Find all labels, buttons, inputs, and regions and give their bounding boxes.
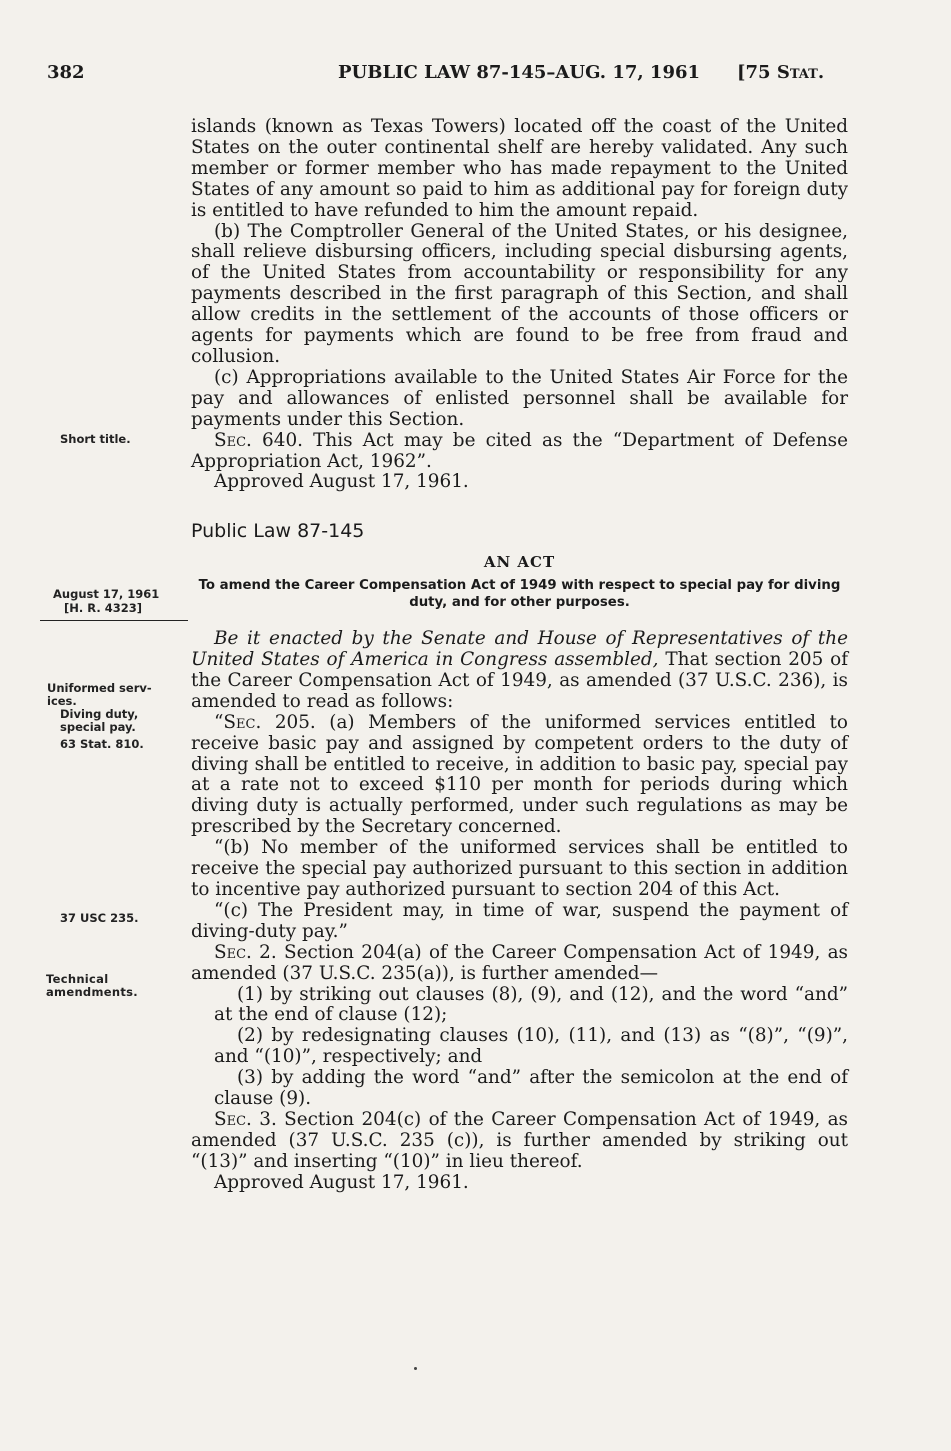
enacting-paragraph: [191, 629, 848, 713]
running-title: PUBLIC LAW 87-145–AUG. 17, 1961: [338, 62, 701, 83]
margin-note-date: August 17, 1961: [53, 587, 160, 601]
law-title: Public Law 87-145: [191, 520, 365, 543]
sec639-para-b: (b) The Comptroller General of the United States, or his designee, shall relieve disbursing officers, including special disbursing agents, of the United States from accountability or responsibility for any payments described in the first paragraph of this Section, and shall allow credits in the settlement of the accounts of those officers or agents for payments which are found to be free from fraud and collusion.: [191, 220, 848, 367]
enacting-clause: Be it enacted by the Senate and House of Representatives of the United States of America in Congress assembled,: [191, 628, 848, 671]
show-through-text: [40, 200, 44, 213]
sec640-label: Sec.: [214, 429, 252, 451]
sec640-text: 640. This Act may be cited as the “Department of Defense Appropriation Act, 1962”.: [191, 429, 848, 472]
page-mark: [414, 1367, 417, 1370]
sec2-intro-text: 2. Section 204(a) of the Career Compensation Act of 1949, as amended (37 U.S.C. 235(a)), is further amended—: [191, 941, 848, 984]
sec2-label: Sec.: [214, 941, 252, 963]
margin-note-short-title: Short title.: [60, 432, 131, 446]
act-purpose: To amend the Career Compensation Act of 1949 with respect to special pay for diving duty, and for other purposes.: [198, 578, 841, 611]
margin-note-diving-duty: Diving duty, special pay.: [60, 707, 139, 734]
sec639-para-a: islands (known as Texas Towers) located off the coast of the United States on the outer continental shelf are hereby validated. Any such member or former member who has made repayment to the United States of any amount so paid to him as additional pay for foreign duty is entitled to have refunded to him the amount repaid.: [191, 116, 848, 221]
sec640-paragraph: [191, 431, 848, 473]
sec205-para-a: “Sec. 205. (a) Members of the uniformed services entitled to receive basic pay and assigned by competent orders to the duty of diving shall be entitled to receive, in addition to basic pay, special pay at a rate not to exceed $110 per month for periods during which diving duty is actually performed, under such regulations as may be prescribed by the Secretary concerned.: [191, 711, 848, 838]
margin-note-usc-cite: 37 USC 235.: [60, 911, 139, 925]
sec205-para-c: “(c) The President may, in time of war, suspend the payment of diving-duty pay.”: [191, 899, 848, 942]
margin-note-technical-amendments: Technical amendments.: [46, 972, 138, 999]
sec205-a-text: 205. (a) Members of the uniformed services entitled to receive basic pay and assigned by competent orders to the duty of diving shall be entitled to receive, in addition to basic pay, special pay at a rate not to exceed $110 per month for periods during which diving duty is actually performed, under such regulations as may be prescribed by the Secretary concerned.: [191, 711, 848, 838]
sec205-label: Sec.: [223, 711, 262, 733]
sec3-label: Sec.: [214, 1108, 252, 1130]
sec2-item-1: (1) by striking out clauses (8), (9), and (12), and the word “and” at the end of clause (12);: [214, 983, 848, 1026]
margin-rule: [40, 620, 188, 621]
enacting-rest: That section 205 of the Career Compensation Act of 1949, as amended (37 U.S.C. 236), is amended to read as follows:: [191, 649, 848, 712]
margin-note-bill: [H. R. 4323]: [64, 601, 142, 615]
sec3-paragraph: [191, 1110, 848, 1173]
margin-note-uniformed-services: Uniformed serv- ices.: [47, 681, 152, 708]
sec205-para-b: “(b) No member of the uniformed services shall be entitled to receive the special pay authorized pursuant to this section in addition to incentive pay authorized pursuant to section 204 of this Act.: [191, 837, 848, 900]
volume-ref: [75 Stat.: [737, 62, 825, 83]
sec2-item-3: (3) by adding the word “and” after the semicolon at the end of clause (9).: [214, 1067, 848, 1110]
sec2-intro: [191, 943, 848, 985]
main-text: [191, 117, 848, 1194]
an-act-heading: AN ACT: [483, 553, 556, 572]
running-header: [0, 62, 951, 92]
margin-note-stat-cite: 63 Stat. 810.: [60, 737, 144, 751]
approved-line-2: Approved August 17, 1961.: [214, 1171, 469, 1193]
sec3-text: 3. Section 204(c) of the Career Compensation Act of 1949, as amended (37 U.S.C. 235 (c)), is further amended by striking out “(13)” and inserting “(10)” in lieu thereof.: [191, 1108, 848, 1172]
sec2-item-2: (2) by redesignating clauses (10), (11), and (13) as “(8)”, “(9)”, and “(10)”, respectively; and: [214, 1025, 848, 1068]
approved-line-1: Approved August 17, 1961.: [214, 471, 469, 493]
page-number: 382: [47, 62, 85, 83]
sec639-para-c: (c) Appropriations available to the United States Air Force for the pay and allowances of enlisted personnel shall be available for payments under this Section.: [191, 366, 848, 430]
